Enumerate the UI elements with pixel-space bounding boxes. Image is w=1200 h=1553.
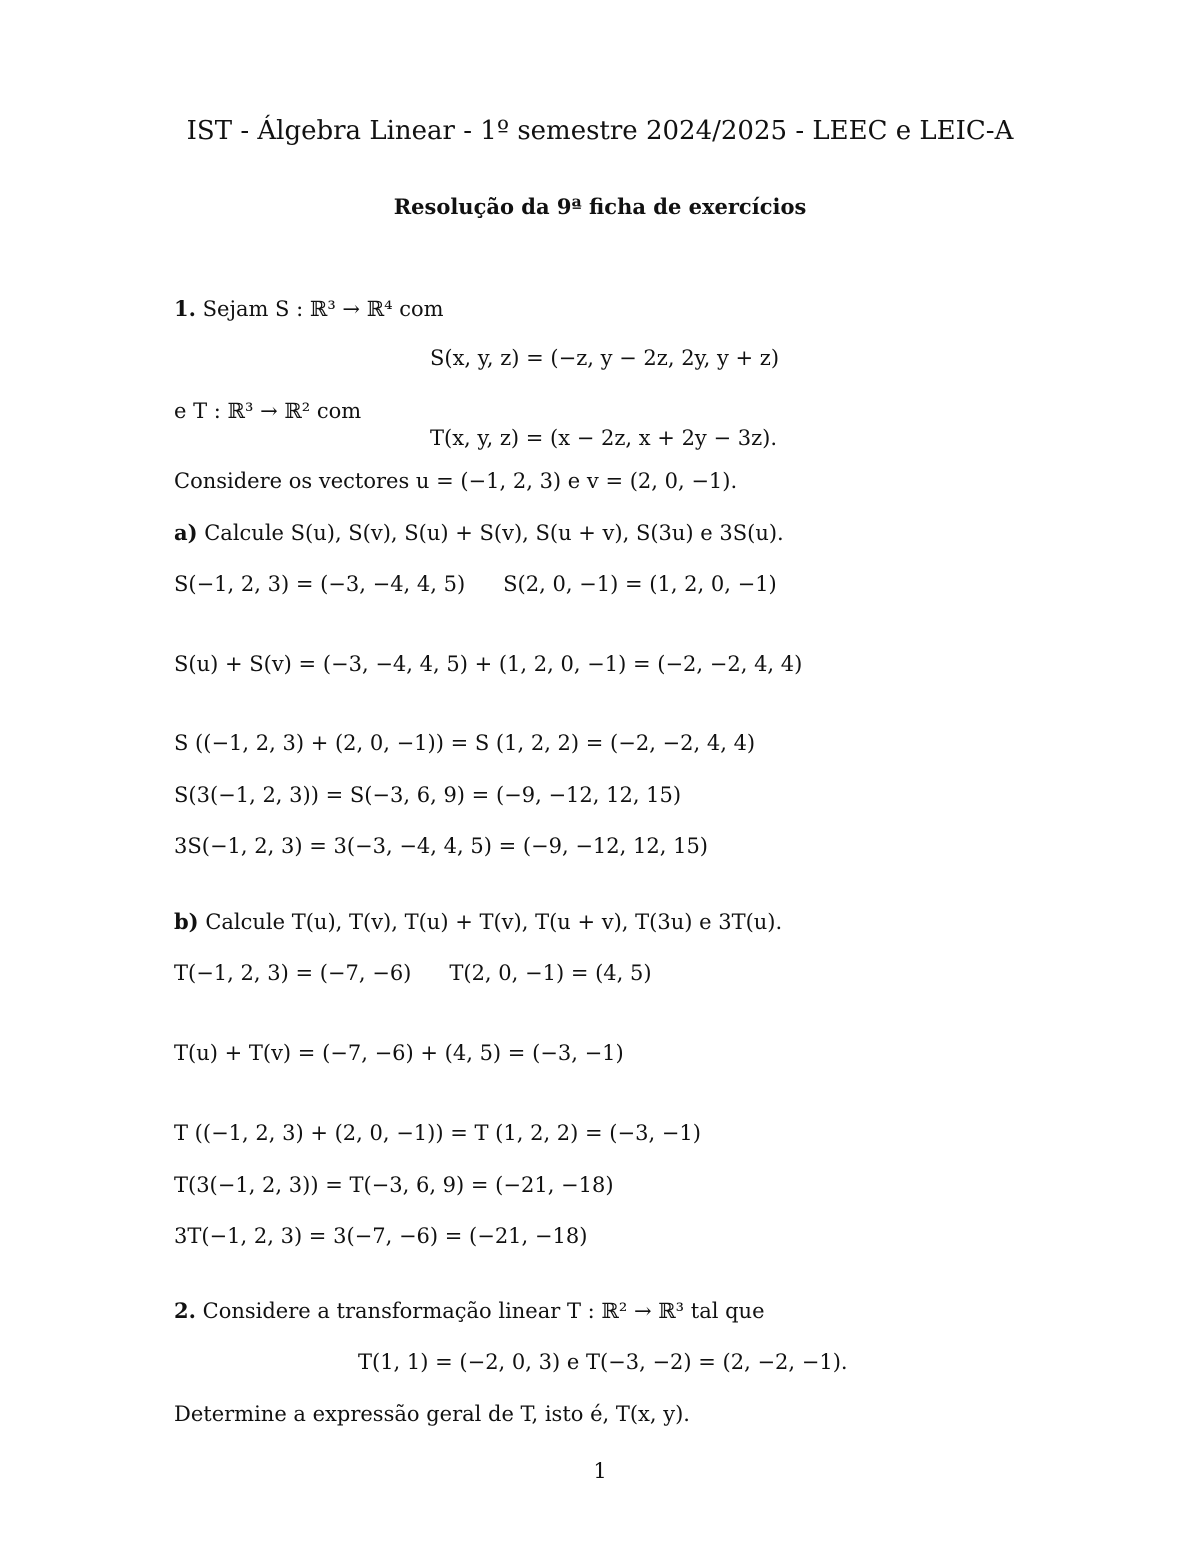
ex1-b-text: Calcule T(u), T(v), T(u) + T(v), T(u + v), T(3u) e 3T(u).	[205, 910, 783, 934]
ex1-b-label: b)	[174, 909, 199, 934]
ex1-a-text: Calcule S(u), S(v), S(u) + S(v), S(u + v), S(3u) e 3S(u).	[204, 521, 784, 545]
ex1-a-line1-part2: S(2, 0, −1) = (1, 2, 0, −1)	[503, 572, 777, 596]
ex1-b-line1-part1: T(−1, 2, 3) = (−7, −6)	[174, 961, 412, 985]
ex1-vectors: Considere os vectores u = (−1, 2, 3) e v = (2, 0, −1).	[174, 469, 738, 493]
ex1-a-line3: S ((−1, 2, 3) + (2, 0, −1)) = S (1, 2, 2) = (−2, −2, 4, 4)	[174, 731, 756, 755]
page-number: 1	[593, 1459, 607, 1483]
ex1-a-line1	[174, 574, 777, 595]
ex1-a-line5: 3S(−1, 2, 3) = 3(−3, −4, 4, 5) = (−9, −12, 12, 15)	[174, 834, 708, 858]
ex2-given: T(1, 1) = (−2, 0, 3) e T(−3, −2) = (2, −2, −1).	[358, 1350, 848, 1374]
ex1-and-T: e T : ℝ³ → ℝ² com	[174, 399, 362, 423]
ex1-b-statement	[174, 911, 782, 933]
ex1-a-line4: S(3(−1, 2, 3)) = S(−3, 6, 9) = (−9, −12, 12, 15)	[174, 783, 682, 807]
ex1-a-label: a)	[174, 520, 198, 545]
ex1-b-line1	[174, 963, 652, 984]
ex1-a-statement	[174, 522, 784, 544]
ex1-a-line1-part1: S(−1, 2, 3) = (−3, −4, 4, 5)	[174, 572, 466, 596]
ex1-intro	[174, 298, 444, 320]
ex2-task: Determine a expressão geral de T, isto é, T(x, y).	[174, 1402, 690, 1426]
ex1-def-S: S(x, y, z) = (−z, y − 2z, 2y, y + z)	[430, 346, 780, 370]
ex2-intro	[174, 1300, 765, 1322]
ex1-b-line5: 3T(−1, 2, 3) = 3(−7, −6) = (−21, −18)	[174, 1224, 588, 1248]
ex1-number: 1.	[174, 296, 196, 321]
ex1-b-line2: T(u) + T(v) = (−7, −6) + (4, 5) = (−3, −1)	[174, 1041, 624, 1065]
ex1-b-line3: T ((−1, 2, 3) + (2, 0, −1)) = T (1, 2, 2) = (−3, −1)	[174, 1121, 701, 1145]
ex1-a-line2: S(u) + S(v) = (−3, −4, 4, 5) + (1, 2, 0, −1) = (−2, −2, 4, 4)	[174, 652, 803, 676]
ex2-number: 2.	[174, 1298, 196, 1323]
document-subtitle: Resolução da 9ª ficha de exercícios	[393, 194, 807, 219]
ex1-b-line1-part2: T(2, 0, −1) = (4, 5)	[449, 961, 652, 985]
document-title: IST - Álgebra Linear - 1º semestre 2024/2025 - LEEC e LEIC-A	[186, 116, 1014, 146]
ex2-intro-text: Considere a transformação linear T : ℝ² → ℝ³ tal que	[202, 1299, 765, 1323]
ex1-intro-text: Sejam S : ℝ³ → ℝ⁴ com	[202, 297, 444, 321]
ex1-b-line4: T(3(−1, 2, 3)) = T(−3, 6, 9) = (−21, −18)	[174, 1173, 614, 1197]
ex1-def-T: T(x, y, z) = (x − 2z, x + 2y − 3z).	[430, 426, 778, 450]
